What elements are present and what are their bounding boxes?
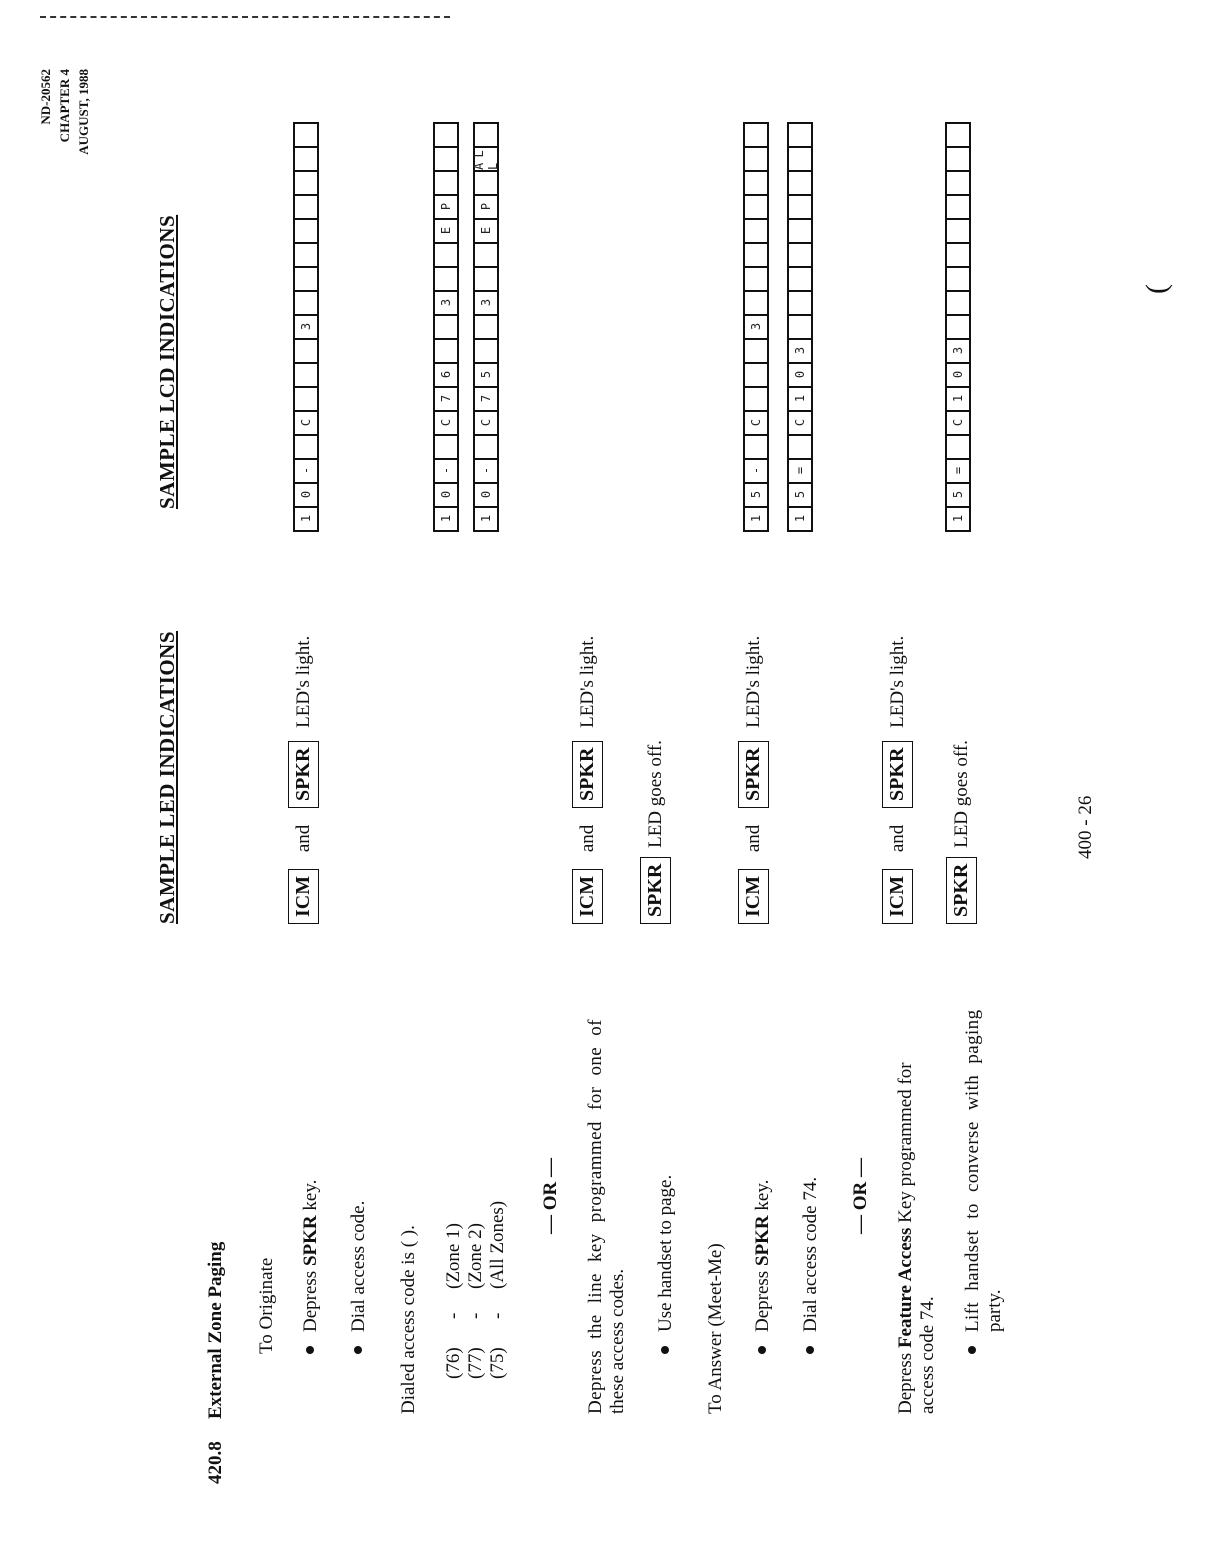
lcd-cell: [789, 314, 811, 338]
lcd-cell: 5: [745, 482, 767, 506]
lcd-cell: [947, 314, 969, 338]
lcd-cell: [745, 146, 767, 170]
lcd-display-row: [473, 122, 499, 532]
lcd-cell: [435, 146, 457, 170]
lcd-cell: [295, 434, 317, 458]
bullet: [968, 1346, 976, 1354]
lcd-cell: C: [745, 410, 767, 434]
lcd-cell: [789, 242, 811, 266]
zone-row: (75)-(All Zones): [487, 1200, 508, 1379]
lcd-cell: =: [789, 458, 811, 482]
lcd-display-row: [743, 122, 769, 532]
icm-key: ICM: [738, 869, 769, 924]
lcd-cell: 0: [295, 482, 317, 506]
lcd-cell: [789, 266, 811, 290]
lcd-cell: [745, 194, 767, 218]
icm-key: ICM: [882, 869, 913, 924]
lcd-cell: [745, 434, 767, 458]
lcd-cell: [947, 146, 969, 170]
zone-row: (77)-(Zone 2): [465, 1223, 486, 1379]
originate-step-1: Depress SPKR key.: [300, 1180, 322, 1354]
lcd-cell: A L L: [475, 146, 497, 170]
lcd-cell: [295, 266, 317, 290]
led-row-4: ICM and SPKR LED's light.: [738, 636, 769, 924]
lcd-cell: [745, 124, 767, 146]
lcd-cell: 0: [435, 482, 457, 506]
lcd-cell: [295, 338, 317, 362]
lcd-cell: 1: [947, 506, 969, 530]
lcd-cell: [947, 170, 969, 194]
bullet: [758, 1346, 766, 1354]
lcd-cell: [947, 218, 969, 242]
spkr-key: SPKR: [640, 857, 671, 924]
led-row-6: SPKR LED goes off.: [946, 740, 977, 924]
feature-access-instruction: Depress Feature Access Key programmed for access code 74.: [895, 1062, 938, 1414]
originate-label: To Originate: [256, 1257, 277, 1354]
lcd-cell: 1: [475, 506, 497, 530]
lcd-cell: [435, 170, 457, 194]
lcd-cell: [947, 434, 969, 458]
answer-step-2: Dial access code 74.: [800, 1177, 822, 1354]
lcd-cell: [475, 338, 497, 362]
lcd-cell: 3: [435, 290, 457, 314]
lcd-cell: 1: [947, 386, 969, 410]
lcd-cell: 1: [435, 506, 457, 530]
lcd-cell: -: [745, 458, 767, 482]
lcd-cell: E: [435, 218, 457, 242]
lcd-cell: [745, 362, 767, 386]
lcd-cell: [789, 194, 811, 218]
lcd-cell: 1: [789, 386, 811, 410]
lcd-cell: [295, 290, 317, 314]
lcd-cell: 3: [789, 338, 811, 362]
lcd-cell: [947, 124, 969, 146]
lcd-cell: 3: [475, 290, 497, 314]
icm-key: ICM: [572, 869, 603, 924]
bullet: [306, 1346, 314, 1354]
dialed-code-line: Dialed access code is ( ).: [398, 1225, 419, 1414]
zone-row: (76)-(Zone 1): [443, 1223, 464, 1379]
lcd-cell: [435, 266, 457, 290]
led-row-2: ICM and SPKR LED's light.: [572, 636, 603, 924]
lcd-display-row: [433, 122, 459, 532]
bullet: [806, 1346, 814, 1354]
led-row-1: ICM and SPKR LED's light.: [288, 636, 319, 924]
line-key-instruction: Depress the line key programmed for one of these access codes.: [585, 1019, 628, 1414]
lcd-cell: [947, 266, 969, 290]
section-number: 420.8: [205, 1441, 226, 1484]
lcd-cell: 1: [295, 506, 317, 530]
answer-lift-handset: Lift handset to converse with paging party.: [962, 1010, 1006, 1354]
spkr-key: SPKR: [738, 741, 769, 808]
lcd-cell: [789, 170, 811, 194]
lcd-cell: [789, 290, 811, 314]
lcd-cell: [789, 146, 811, 170]
lcd-cell: -: [475, 458, 497, 482]
document-header: [36, 69, 93, 239]
lcd-cell: [745, 266, 767, 290]
lcd-cell: C: [295, 410, 317, 434]
zone-code-list: [443, 1201, 509, 1379]
spkr-key: SPKR: [288, 741, 319, 808]
lcd-cell: 3: [947, 338, 969, 362]
lcd-cell: [435, 434, 457, 458]
lcd-cell: -: [295, 458, 317, 482]
lcd-cell: [295, 362, 317, 386]
scan-mark: (: [1140, 284, 1173, 294]
lcd-cell: 6: [435, 362, 457, 386]
answer-label: To Answer (Meet-Me): [705, 1243, 726, 1414]
or-separator: — OR —: [540, 1158, 561, 1234]
lcd-cell: [947, 194, 969, 218]
lcd-cell: [295, 242, 317, 266]
lcd-display-row: [945, 122, 971, 532]
lcd-cell: [435, 314, 457, 338]
originate-step-2: Dial access code.: [348, 1201, 370, 1354]
doc-number: ND-20562: [38, 69, 53, 125]
lcd-cell: 0: [947, 362, 969, 386]
lcd-cell: C: [435, 410, 457, 434]
lcd-column-heading: SAMPLE LCD INDICATIONS: [155, 214, 179, 509]
led-column-heading: SAMPLE LED INDICATIONS: [155, 631, 179, 924]
lcd-cell: [475, 266, 497, 290]
page-number: 400 - 26: [1075, 795, 1096, 859]
led-row-5: ICM and SPKR LED's light.: [882, 636, 913, 924]
lcd-cell: [295, 124, 317, 146]
lcd-cell: [745, 242, 767, 266]
lcd-cell: [947, 242, 969, 266]
lcd-cell: 7: [475, 386, 497, 410]
lcd-cell: [789, 124, 811, 146]
lcd-cell: [475, 242, 497, 266]
lcd-cell: C: [475, 410, 497, 434]
spkr-key: SPKR: [946, 857, 977, 924]
lcd-cell: C: [947, 410, 969, 434]
lcd-cell: 0: [789, 362, 811, 386]
lcd-cell: 5: [475, 362, 497, 386]
answer-step-1: Depress SPKR key.: [752, 1180, 774, 1354]
section-title: External Zone Paging: [205, 1241, 226, 1419]
lcd-cell: [295, 218, 317, 242]
lcd-cell: 1: [745, 506, 767, 530]
lcd-cell: [295, 386, 317, 410]
lcd-display-row: [293, 122, 319, 532]
lcd-cell: P: [475, 194, 497, 218]
lcd-cell: 5: [789, 482, 811, 506]
lcd-cell: 1: [789, 506, 811, 530]
originate-handset: Use handset to page.: [655, 1175, 677, 1354]
lcd-cell: [295, 170, 317, 194]
lcd-cell: [435, 124, 457, 146]
lcd-cell: =: [947, 458, 969, 482]
spkr-key: SPKR: [572, 741, 603, 808]
lcd-cell: -: [435, 458, 457, 482]
lcd-cell: [435, 242, 457, 266]
lcd-cell: 3: [745, 314, 767, 338]
lcd-cell: P: [435, 194, 457, 218]
lcd-cell: [295, 146, 317, 170]
bullet: [354, 1346, 362, 1354]
spkr-key: SPKR: [882, 741, 913, 808]
lcd-cell: [295, 194, 317, 218]
led-row-3: SPKR LED goes off.: [640, 740, 671, 924]
lcd-cell: C: [789, 410, 811, 434]
lcd-cell: [475, 124, 497, 146]
lcd-cell: 7: [435, 386, 457, 410]
lcd-cell: [947, 290, 969, 314]
lcd-cell: [745, 338, 767, 362]
lcd-cell: [475, 434, 497, 458]
chapter: CHAPTER 4: [57, 69, 72, 143]
lcd-cell: 3: [295, 314, 317, 338]
or-separator: — OR —: [850, 1158, 871, 1234]
lcd-cell: E: [475, 218, 497, 242]
lcd-cell: [475, 170, 497, 194]
lcd-cell: [789, 434, 811, 458]
lcd-cell: 0: [475, 482, 497, 506]
icm-key: ICM: [288, 869, 319, 924]
lcd-cell: [435, 338, 457, 362]
lcd-cell: [745, 386, 767, 410]
lcd-cell: 5: [947, 482, 969, 506]
bullet: [661, 1346, 669, 1354]
lcd-cell: [475, 314, 497, 338]
lcd-cell: [745, 290, 767, 314]
lcd-cell: [745, 218, 767, 242]
date: AUGUST, 1988: [76, 69, 91, 155]
lcd-display-row: [787, 122, 813, 532]
lcd-cell: [789, 218, 811, 242]
lcd-cell: [745, 170, 767, 194]
